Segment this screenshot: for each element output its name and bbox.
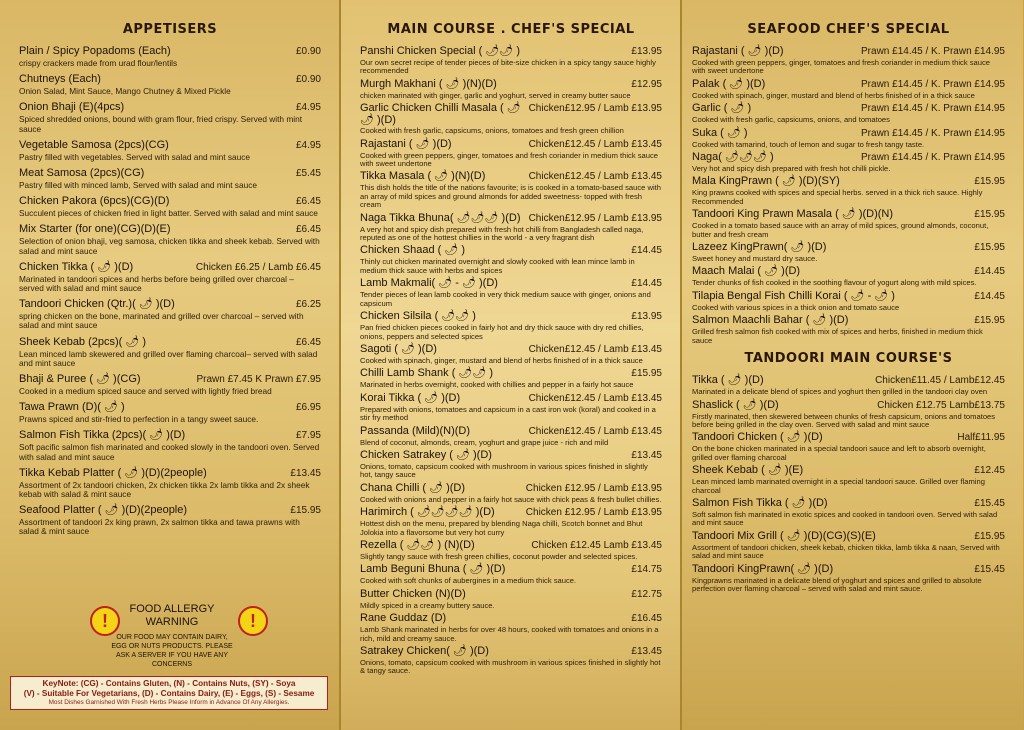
menu-item-name: Sheek Kebab ( 🌶 )(E) bbox=[692, 464, 804, 477]
menu-item-header bbox=[19, 195, 321, 208]
keynote-line: KeyNote: (CG) - Contains Gluten, (N) - Contains Nuts, (SY) - Soya bbox=[42, 679, 296, 688]
menu-item-name: Mix Starter (for one)(CG)(D)(E) bbox=[19, 223, 171, 236]
menu-item bbox=[692, 374, 1005, 396]
menu-item-price: Prawn £14.45 / K. Prawn £14.95 bbox=[861, 152, 1005, 164]
menu-item-description: Succulent pieces of chicken fried in light batter. Served with salad and mint sauce bbox=[19, 208, 318, 219]
menu-item-name: Lazeez KingPrawn( 🌶 )(D) bbox=[692, 241, 827, 254]
menu-item-price: £13.45 bbox=[631, 646, 662, 657]
menu-item-name: Salmon Fish Tikka ( 🌶 )(D) bbox=[692, 496, 828, 509]
menu-item-description: Assortment of tandoori chicken, sheek kebab, chicken tikka, lamb tikka & naan, Served with salad and mint sauce bbox=[692, 542, 1000, 561]
menu-item-header bbox=[360, 343, 662, 356]
menu-item-name: Tandoori Chicken ( 🌶 )(D) bbox=[692, 431, 823, 444]
menu-item-price: £13.45 bbox=[290, 467, 321, 479]
menu-item-price: Prawn £14.45 / K. Prawn £14.95 bbox=[861, 103, 1005, 115]
menu-item-description: Cooked with spinach, ginger, mustard and blend of herbs finished of in a thick sauce bbox=[692, 90, 975, 100]
warning-icon: ! bbox=[90, 606, 120, 636]
menu-item-name: Butter Chicken (N)(D) bbox=[360, 587, 466, 600]
menu-item-description: Cooked with green peppers, ginger, tomatoes and fresh coriander in medium thick sauce with sweet undertone bbox=[692, 58, 991, 76]
menu-item-header bbox=[692, 175, 1005, 188]
menu-item bbox=[692, 45, 1005, 76]
menu-item bbox=[360, 138, 662, 169]
menu-item bbox=[19, 195, 321, 218]
menu-item-description: Blend of coconut, almonds, cream, yoghurt and grape juice - rich and mild bbox=[360, 437, 609, 447]
menu-item-name: Harimirch ( 🌶🌶🌶🌶 )(D) bbox=[360, 506, 495, 519]
appetisers-column bbox=[0, 0, 341, 730]
menu-item-name: Plain / Spicy Popadoms (Each) bbox=[19, 45, 171, 57]
menu-item-description: On the bone chicken marinated in a special tandoori sauce and left to absorb overnight, grilled over flaming charcoal bbox=[692, 444, 986, 462]
menu-item-price: £13.95 bbox=[631, 311, 662, 323]
menu-item-name: Chutneys (Each) bbox=[19, 73, 101, 86]
menu-item-description: Onions, tomato, capsicum cooked with mushroom in various spices finished in slightly hot, tangy sauce bbox=[360, 461, 648, 480]
menu-item-description: Prepared with onions, tomatoes and capsicum in a cast iron wok (koral) and cooked in a stir fry method bbox=[360, 404, 656, 423]
menu-item-price: £6.45 bbox=[295, 196, 321, 208]
menu-item-name: Lamb Beguni Bhuna ( 🌶 )(D) bbox=[360, 563, 506, 576]
menu-item-name: Chicken Silsila ( 🌶🌶 ) bbox=[360, 310, 476, 323]
tandoori-list bbox=[692, 374, 1005, 593]
menu-item-name: Panshi Chicken Special ( 🌶🌶 ) bbox=[360, 45, 520, 57]
menu-item-description: Slightly tangy sauce with fresh green chillies, coconut powder and selected spices. bbox=[360, 551, 638, 561]
menu-item-description: Assortment of 2x tandoori chicken, 2x chicken tikka 2x lamb tikka and 2x sheek kebab with salad & mint sauce bbox=[19, 479, 310, 500]
menu-item-description: chicken marinated with ginger, garlic and yoghurt, served in creamy butter sauce bbox=[360, 90, 631, 100]
menu-item bbox=[360, 588, 662, 610]
menu-item bbox=[692, 78, 1005, 100]
menu-item-header bbox=[692, 290, 1005, 303]
menu-item-name: Mala KingPrawn ( 🌶 )(D)(SY) bbox=[692, 175, 840, 188]
menu-item-price: Chicken£12.45 / Lamb £13.45 bbox=[528, 171, 662, 183]
menu-item-description: Onions, tomato, capsicum cooked with mushroom in various spices finished in slightly hot & tangy sauce. bbox=[360, 658, 661, 676]
menu-item-header bbox=[692, 78, 1005, 91]
menu-item-price: Chicken£12.95 / Lamb £13.95 bbox=[528, 103, 662, 115]
menu-item-header bbox=[692, 431, 1005, 444]
menu-item-description: Sweet honey and mustard dry sauce. bbox=[692, 254, 818, 264]
menu-item-price: Chicken £12.95 / Lamb £13.95 bbox=[525, 507, 662, 519]
menu-item-description: Thinly cut chicken marinated overnight and slowly cooked with lean mince lamb in medium thick sauce with herbs and spices bbox=[360, 257, 635, 275]
menu-item-header bbox=[360, 170, 662, 183]
menu-item-description: A very hot and spicy dish prepared with fresh hot chilli from Bangladesh called naga, reputed as one of the hottest chillies in the world - a very fragrant dish bbox=[360, 224, 644, 243]
menu-item bbox=[19, 298, 321, 330]
menu-item-name: Seafood Platter ( 🌶 )(D)(2people) bbox=[19, 504, 188, 517]
appetisers-list bbox=[19, 45, 321, 537]
menu-item bbox=[360, 645, 662, 676]
menu-item-header bbox=[19, 45, 321, 58]
menu-item-description: Selection of onion bhaji, veg samosa, chicken tikka and sheek kebab. Served with salad and mint sauce bbox=[19, 236, 320, 256]
menu-item bbox=[692, 127, 1005, 149]
menu-item bbox=[360, 244, 662, 275]
menu-item bbox=[360, 449, 662, 480]
menu-item-name: Sagoti ( 🌶 )(D) bbox=[360, 342, 437, 355]
menu-item-header bbox=[692, 399, 1005, 412]
main-course-column bbox=[341, 0, 682, 730]
menu-item bbox=[360, 170, 662, 209]
menu-item-price: Prawn £14.45 / K. Prawn £14.95 bbox=[861, 78, 1005, 90]
menu-item-name: Passanda (Mild)(N)(D) bbox=[360, 424, 471, 437]
menu-item-price: £0.90 bbox=[295, 74, 321, 86]
keynote-box bbox=[10, 676, 328, 710]
menu-item bbox=[692, 497, 1005, 528]
menu-item bbox=[692, 399, 1005, 430]
menu-item-price: Chicken£12.45 / Lamb £13.45 bbox=[528, 343, 662, 355]
menu-item-price: £15.95 bbox=[974, 242, 1005, 254]
menu-item-price: £6.25 bbox=[295, 299, 321, 311]
menu-item-header bbox=[360, 310, 662, 323]
menu-item-price: Chicken£12.95 / Lamb £13.95 bbox=[528, 212, 662, 224]
menu-item-description: Cooked with fresh garlic, capsicums, onions, tomatoes and fresh green chillion bbox=[360, 126, 624, 136]
menu-item-name: Salmon Maachli Bahar ( 🌶 )(D) bbox=[692, 314, 849, 327]
menu-item-description: Soft salmon fish marinated in exotic spices and cooked in tandoori oven. Served with salad and mint sauce bbox=[692, 509, 998, 528]
menu-item-header bbox=[360, 563, 662, 576]
seafood-heading: SEAFOOD CHEF'S SPECIAL bbox=[747, 22, 950, 37]
menu-item-header bbox=[19, 504, 321, 517]
menu-item bbox=[19, 139, 321, 162]
menu-item bbox=[360, 343, 662, 365]
menu-item-header bbox=[692, 314, 1005, 327]
menu-item bbox=[19, 73, 321, 96]
menu-item bbox=[19, 467, 321, 499]
menu-item-description: Onion Salad, Mint Sauce, Mango Chutney & Mixed Pickle bbox=[19, 86, 231, 97]
menu-item-price: Chicken £6.25 / Lamb £6.45 bbox=[195, 261, 321, 273]
menu-item-name: Tikka Kebab Platter ( 🌶 )(D)(2people) bbox=[19, 466, 207, 479]
menu-item-header bbox=[692, 265, 1005, 278]
menu-item bbox=[19, 167, 321, 190]
menu-item-name: Salmon Fish Tikka (2pcs)( 🌶 )(D) bbox=[19, 429, 186, 442]
menu-item-price: £14.45 bbox=[631, 278, 662, 290]
menu-item bbox=[692, 151, 1005, 173]
menu-item-description: Cooked with onions and pepper in a fairly hot sauce with chick peas & fresh bullet chillies. bbox=[360, 494, 662, 504]
allergy-text: OUR FOOD MAY CONTAIN DAIRY, EGG OR NUTS PRODUCTS. PLEASE ASK A SERVER IF YOU HAVE ANY CONCERNS bbox=[111, 634, 233, 668]
menu-item-header bbox=[19, 373, 321, 386]
menu-item-name: Tilapia Bengal Fish Chilli Korai ( 🌶 - 🌶 ) bbox=[692, 289, 895, 302]
menu-item-header bbox=[360, 78, 662, 91]
menu-item-description: spring chicken on the bone, marinated and grilled over charcoal – served with salad and mint sauce bbox=[19, 311, 304, 331]
menu-item-name: Naga( 🌶🌶🌶 ) bbox=[692, 151, 774, 164]
menu-item-header bbox=[360, 244, 662, 257]
menu-item-price: £15.95 bbox=[974, 315, 1005, 327]
menu-item-price: £14.45 bbox=[631, 245, 662, 257]
menu-item-description: crispy crackers made from urad flour/lentils bbox=[19, 58, 178, 68]
menu-item-description: Kingprawns marinated in a delicate blend of yoghurt and spices and grilled to absolute perfection over flaming charcoal – served with salad and mint sauce. bbox=[692, 575, 982, 593]
menu-item bbox=[19, 261, 321, 293]
menu-item-header bbox=[692, 208, 1005, 221]
allergy-warning bbox=[84, 603, 260, 669]
menu-item-price: £12.45 bbox=[974, 465, 1005, 477]
menu-item-price: £13.95 bbox=[631, 46, 662, 57]
menu-item-description: Cooked with soft chunks of aubergines in a medium thick sauce. bbox=[360, 576, 577, 586]
menu-item bbox=[360, 45, 662, 76]
menu-item-price: £15.95 bbox=[631, 368, 662, 380]
menu-item bbox=[360, 506, 662, 537]
menu-item-price: Chicken £12.45 Lamb £13.45 bbox=[531, 539, 662, 551]
menu-item-description: Cooked in a medium spiced sauce and served with lightly fried bread bbox=[19, 386, 272, 397]
menu-item bbox=[360, 78, 662, 100]
menu-item-name: Chicken Shaad ( 🌶 ) bbox=[360, 244, 466, 257]
menu-item-name: Rajastani ( 🌶 )(D) bbox=[360, 137, 452, 150]
menu-item-description: Tender chunks of fish cooked in the soothing flavour of yogurt along with mild spices. bbox=[692, 278, 977, 288]
menu-item-header bbox=[692, 127, 1005, 140]
menu-item bbox=[692, 290, 1005, 312]
menu-item-description: Tender pieces of lean lamb cooked in very thick medium sauce with ginger, onions and capsicum bbox=[360, 290, 651, 308]
menu-item-name: Murgh Makhani ( 🌶 )(N)(D) bbox=[360, 77, 497, 90]
menu-item-price: Prawn £7.45 K Prawn £7.95 bbox=[196, 374, 321, 386]
menu-item-name: Garlic ( 🌶 ) bbox=[692, 102, 752, 115]
keynote-line: Most Dishes Garnished With Fresh Herbs Please Inform in Advance Of Any Allergies. bbox=[48, 699, 290, 706]
menu-item-description: Grilled fresh salmon fish cooked with mix of spices and herbs, finished in medium thick sauce bbox=[692, 327, 983, 345]
menu-item bbox=[360, 212, 662, 243]
menu-item-price: £15.95 bbox=[974, 530, 1005, 542]
menu-item-name: Tandoori KingPrawn( 🌶 )(D) bbox=[692, 562, 834, 575]
menu-item-header bbox=[692, 102, 1005, 115]
menu-item-description: Cooked in a tomato based sauce with an array of mild spices, ground almonds, coconut, butter and fresh cream bbox=[692, 221, 989, 239]
menu-item-header bbox=[360, 277, 662, 290]
menu-item-name: Rezella ( 🌶🌶 ) (N)(D) bbox=[360, 538, 475, 551]
main-course-list bbox=[360, 45, 662, 676]
menu-item-description: Cooked with fresh garlic, capsicums, onions, and tomatoes bbox=[692, 115, 890, 125]
menu-item bbox=[19, 223, 321, 255]
appetisers-heading: APPETISERS bbox=[122, 22, 218, 37]
menu-item-header bbox=[692, 151, 1005, 164]
menu-item-price: Chicken £12.95 / Lamb £13.95 bbox=[525, 482, 662, 494]
menu-item-header bbox=[692, 464, 1005, 477]
menu-item-name: Chicken Satrakey ( 🌶 )(D) bbox=[360, 448, 492, 461]
menu-item-name: Korai Tikka ( 🌶 )(D) bbox=[360, 391, 461, 404]
menu-item bbox=[692, 208, 1005, 239]
allergy-subtitle: WARNING bbox=[145, 616, 199, 628]
menu-item-price: Chicken£12.45 / Lamb £13.45 bbox=[528, 425, 662, 437]
main-course-heading: MAIN COURSE . CHEF'S SPECIAL bbox=[387, 22, 635, 37]
menu-item bbox=[692, 102, 1005, 124]
menu-item-name: Maach Malai ( 🌶 )(D) bbox=[692, 265, 801, 278]
menu-item-name: Tandoori Mix Grill ( 🌶 )(D)(CG)(S)(E) bbox=[692, 529, 876, 542]
menu-item-description: Assortment of tandoori 2x king prawn, 2x salmon tikka and tawa prawns with salad & mint sauce bbox=[19, 517, 300, 537]
menu-item-name: Sheek Kebab (2pcs)( 🌶 ) bbox=[19, 335, 147, 348]
menu-item-price: £15.45 bbox=[974, 497, 1005, 509]
menu-item bbox=[692, 563, 1005, 594]
menu-item-name: Naga Tikka Bhuna( 🌶🌶🌶 )(D) bbox=[360, 211, 521, 224]
menu-item-description: Pan fried chicken pieces cooked in fairly hot and dry thick sauce with dry red chillies, onions, peppers and selected spices bbox=[360, 323, 644, 341]
menu-item-description: Marinated in herbs overnight, cooked with chillies and pepper in a fairly hot sauce bbox=[360, 380, 634, 390]
menu-item-name: Bhaji & Puree ( 🌶 )(CG) bbox=[19, 373, 141, 386]
menu-item-price: Chicken £12.75 Lamb£13.75 bbox=[877, 399, 1005, 411]
menu-item-description: Cooked with various spices in a thick onion and tomato sauce bbox=[692, 302, 900, 312]
menu-item-header bbox=[360, 645, 662, 658]
menu-item-name: Tawa Prawn (D)( 🌶 ) bbox=[19, 401, 125, 414]
menu-item-header bbox=[360, 392, 662, 405]
menu-item-price: £15.95 bbox=[974, 209, 1005, 221]
menu-item-price: £14.45 bbox=[974, 266, 1005, 278]
menu-item-price: Chicken£12.45 / Lamb £13.45 bbox=[528, 392, 662, 404]
menu-item-name: Tandoori King Prawn Masala ( 🌶 )(D)(N) bbox=[692, 208, 894, 221]
menu-item-header bbox=[360, 45, 662, 58]
warning-icon: ! bbox=[238, 606, 268, 636]
menu-item-price: £0.90 bbox=[295, 46, 321, 57]
menu-item-header bbox=[19, 261, 321, 274]
menu-item-description: Pastry filled with vegetables. Served with salad and mint sauce bbox=[19, 151, 251, 162]
menu-item-price: £14.75 bbox=[631, 564, 662, 576]
menu-item bbox=[360, 277, 662, 308]
menu-item-price: Prawn £14.45 / K. Prawn £14.95 bbox=[861, 127, 1005, 139]
menu-item-name: Tikka ( 🌶 )(D) bbox=[692, 374, 764, 387]
menu-item-header bbox=[360, 539, 662, 552]
menu-item bbox=[19, 45, 321, 68]
menu-item bbox=[19, 429, 321, 461]
menu-item-header bbox=[19, 73, 321, 86]
menu-item-name: Satrakey Chicken( 🌶 )(D) bbox=[360, 645, 489, 657]
menu-item-price: £13.45 bbox=[631, 449, 662, 461]
menu-item-description: Our own secret recipe of tender pieces of bite-size chicken in a spicy tangy sauce highly recommended bbox=[360, 58, 656, 76]
menu-item-header bbox=[692, 563, 1005, 576]
menu-item-name: Vegetable Samosa (2pcs)(CG) bbox=[19, 138, 169, 151]
menu-item-header bbox=[360, 482, 662, 495]
menu-item bbox=[692, 241, 1005, 263]
menu-item-description: Hottest dish on the menu, prepared by blending Naga chilli, Scotch bonnet and Bhut Jolokia into a flavorsome but very hot curry bbox=[360, 519, 643, 537]
menu-item-header bbox=[692, 374, 1005, 387]
menu-item-description: Soft pacific salmon fish marinated and cooked slowly in the tandoori oven. Served with salad and mint sauce bbox=[19, 442, 320, 462]
menu-item-header bbox=[692, 530, 1005, 543]
menu-item bbox=[360, 102, 662, 135]
menu-item-description: Spiced shredded onions, bound with gram flour, fried crispy. Served with mint sauce bbox=[19, 114, 303, 134]
menu-item-description: Cooked with tamarind, touch of lemon and sugar to fresh tangy taste. bbox=[692, 139, 925, 149]
menu-item-header bbox=[360, 506, 662, 519]
menu-item bbox=[360, 310, 662, 341]
menu-item-name: Onion Bhaji (E)(4pcs) bbox=[19, 101, 125, 114]
menu-item-description: Cooked with green peppers, ginger, tomatoes and fresh coriander in medium thick sauce with sweet undertone bbox=[360, 150, 659, 169]
menu-item-header bbox=[19, 223, 321, 236]
menu-item-header bbox=[692, 497, 1005, 510]
menu-item-header bbox=[360, 367, 662, 380]
menu-item bbox=[692, 314, 1005, 345]
menu-item-description: Cooked with spinach, ginger, mustard and blend of herbs finished of in a thick sauce bbox=[360, 355, 643, 365]
menu-item-price: £14.45 bbox=[974, 290, 1005, 302]
menu-item-price: £4.95 bbox=[295, 139, 321, 151]
menu-item-header bbox=[360, 138, 662, 151]
menu-item-price: £12.95 bbox=[631, 78, 662, 90]
menu-item-price: £16.45 bbox=[631, 613, 662, 625]
menu-item-description: Lamb Shank marinated in herbs for over 48 hours, cooked with tomatoes and onions in a rich, mild and creamy sauce. bbox=[360, 625, 659, 643]
menu-item-description: Pastry filled with minced lamb, Served with salad and mint sauce bbox=[19, 180, 257, 191]
menu-item-header bbox=[19, 139, 321, 152]
menu-item-description: Mildly spiced in a creamy buttery sauce. bbox=[360, 600, 495, 610]
menu-item bbox=[360, 539, 662, 561]
tandoori-heading: TANDOORI MAIN COURSE'S bbox=[744, 351, 953, 367]
menu-item bbox=[692, 265, 1005, 287]
menu-item-description: Firstly marinated, then skewered between chunks of fresh capsicum, onions and tomatoes before being grilled in the clay oven. Served with salad and mint sauce bbox=[692, 411, 996, 429]
menu-item-price: £7.95 bbox=[295, 430, 321, 442]
menu-item-name: Tandoori Chicken (Qtr.)( 🌶 )(D) bbox=[19, 298, 175, 311]
menu-item-name: Chana Chilli ( 🌶 )(D) bbox=[360, 481, 466, 494]
menu-item-header bbox=[360, 212, 662, 225]
menu-item-name: Lamb Makmali( 🌶 - 🌶 )(D) bbox=[360, 277, 498, 290]
menu-item-description: Prawns spiced and stir-fried to perfection in a tangy sweet sauce. bbox=[19, 414, 259, 425]
menu-item bbox=[19, 373, 321, 396]
menu-item bbox=[360, 425, 662, 447]
menu-item-name: Meat Samosa (2pcs)(CG) bbox=[19, 167, 145, 180]
menu-item-header bbox=[19, 429, 321, 442]
menu-item-name: Shaslick ( 🌶 )(D) bbox=[692, 398, 779, 411]
menu-item-price: £6.45 bbox=[295, 336, 321, 348]
menu-item bbox=[19, 336, 321, 368]
menu-item bbox=[360, 482, 662, 504]
menu-item-description: Marinated in tandoori spices and herbs before being grilled over charcoal – served with salad and mint sauce bbox=[19, 273, 294, 294]
menu-item-header bbox=[19, 167, 321, 180]
menu-item-price: Chicken£12.45 / Lamb £13.45 bbox=[528, 138, 662, 150]
menu-item bbox=[360, 367, 662, 389]
menu-item-price: £15.45 bbox=[974, 563, 1005, 575]
menu-item-name: Chilli Lamb Shank ( 🌶🌶 ) bbox=[360, 367, 494, 380]
menu-item-price: £15.95 bbox=[974, 176, 1005, 188]
menu-item bbox=[692, 464, 1005, 495]
menu-item-name: Palak ( 🌶 )(D) bbox=[692, 77, 766, 90]
menu-item-name: Tikka Masala ( 🌶 )(N)(D) bbox=[360, 170, 486, 183]
menu-item-header bbox=[692, 45, 1005, 58]
menu-item-description: Lean minced lamb marinated overnight in a special tandoori sauce. Grilled over flaming charcoal bbox=[692, 477, 985, 495]
menu-item-description: This dish holds the title of the nations favourite; is is cooked in a tomato-based sauce with an array of mild spices and ground almonds for added sweetness- topped with fresh cream bbox=[360, 183, 661, 210]
menu-item-price: Half£11.95 bbox=[957, 432, 1005, 444]
allergy-title: FOOD ALLERGY bbox=[129, 603, 215, 615]
menu-item-name: Suka ( 🌶 ) bbox=[692, 126, 748, 139]
menu-item-price: £15.95 bbox=[290, 505, 321, 517]
menu-item-name: Rajastani ( 🌶 )(D) bbox=[692, 45, 784, 57]
menu-item-name: Chicken Tikka ( 🌶 )(D) bbox=[19, 260, 134, 273]
menu-item-name: Garlic Chicken Chilli Masala ( 🌶🌶 )(D) bbox=[360, 102, 521, 127]
menu-item-price: £6.95 bbox=[295, 402, 321, 414]
menu-item-name: Rane Guddaz (D) bbox=[360, 612, 447, 625]
menu-item-price: £4.95 bbox=[295, 102, 321, 114]
seafood-list bbox=[692, 45, 1005, 345]
menu-item-description: King prawns cooked with spices and special herbs. served in a thick rich sauce. Highly Recommended bbox=[692, 188, 983, 206]
menu-item-header bbox=[360, 612, 662, 625]
menu-item-header bbox=[360, 102, 662, 126]
menu-item-price: Prawn £14.45 / K. Prawn £14.95 bbox=[861, 46, 1005, 57]
menu-item bbox=[360, 392, 662, 423]
keynote-line: (V) - Suitable For Vegetarians, (D) - Contains Dairy, (E) - Eggs, (S) - Sesame bbox=[23, 689, 315, 698]
menu-item-header bbox=[19, 336, 321, 349]
menu-item bbox=[692, 530, 1005, 561]
menu-item-header bbox=[19, 467, 321, 480]
menu-item-header bbox=[360, 588, 662, 601]
menu-item bbox=[692, 431, 1005, 462]
menu-item bbox=[692, 175, 1005, 206]
menu-item bbox=[360, 612, 662, 643]
menu-item bbox=[19, 101, 321, 133]
menu-item-header bbox=[19, 101, 321, 114]
menu-item-description: Marinated in a delicate blend of spices and yoghurt then grilled in the tandoori clay oven bbox=[692, 387, 988, 397]
menu-item-description: Lean minced lamb skewered and grilled over flaming charcoal– served with salad and mint sauce bbox=[19, 348, 318, 368]
menu-item-header bbox=[360, 425, 662, 438]
menu-item-header bbox=[360, 449, 662, 462]
menu-item-price: £12.75 bbox=[631, 588, 662, 600]
menu-item-price: Chicken£11.45 / Lamb£12.45 bbox=[875, 375, 1005, 387]
menu-item bbox=[360, 563, 662, 585]
seafood-column bbox=[682, 0, 1023, 730]
menu-item-header bbox=[19, 401, 321, 414]
menu-item bbox=[19, 401, 321, 424]
menu-item-header bbox=[19, 298, 321, 311]
menu-item-price: £6.45 bbox=[295, 224, 321, 236]
menu-item-description: Very hot and spicy dish prepared with fresh hot chilli pickle. bbox=[692, 164, 891, 174]
menu-item bbox=[19, 504, 321, 536]
menu-item-name: Chicken Pakora (6pcs)(CG)(D) bbox=[19, 195, 170, 208]
menu-item-price: £5.45 bbox=[295, 168, 321, 180]
menu-item-header bbox=[692, 241, 1005, 254]
